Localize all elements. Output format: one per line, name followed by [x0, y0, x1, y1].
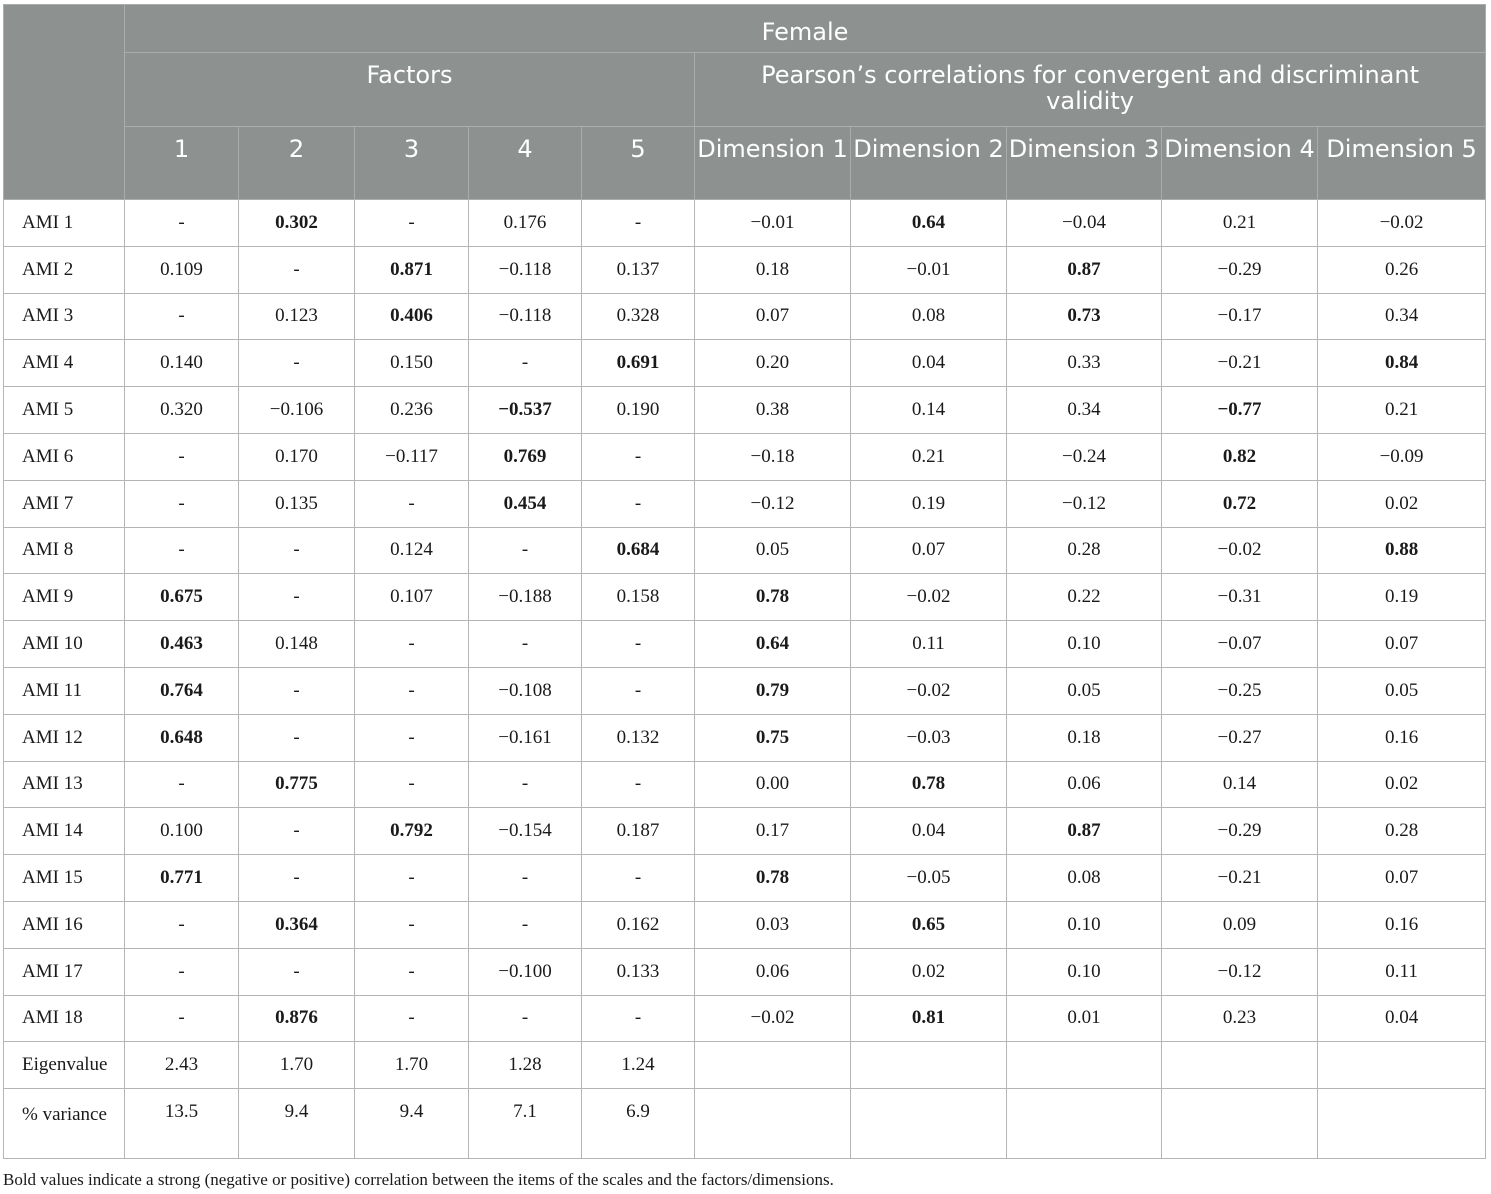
- dimension-cell: −0.29: [1162, 246, 1318, 293]
- row-label: AMI 1: [4, 200, 125, 247]
- dimension-cell: 0.14: [1162, 761, 1318, 808]
- dimension-cell: −0.07: [1162, 621, 1318, 668]
- factor-cell: 0.124: [355, 527, 469, 574]
- dimension-cell: 0.09: [1162, 901, 1318, 948]
- dimension-cell: [1318, 1042, 1486, 1089]
- factor-cell: -: [125, 433, 239, 480]
- dimension-cell: −0.09: [1318, 433, 1486, 480]
- dimension-cell: 0.08: [851, 293, 1007, 340]
- dimension-cell: −0.01: [851, 246, 1007, 293]
- row-label: AMI 5: [4, 387, 125, 434]
- dimension-cell: 0.28: [1318, 808, 1486, 855]
- dimension-cell: 0.78: [695, 574, 851, 621]
- factor-cell: 0.100: [125, 808, 239, 855]
- factor-cell: -: [582, 480, 695, 527]
- dimension-cell: 0.64: [695, 621, 851, 668]
- dimension-cell: 0.82: [1162, 433, 1318, 480]
- factor-cell: -: [239, 527, 355, 574]
- dimension-cell: 0.11: [1318, 948, 1486, 995]
- table-row: [4, 901, 1486, 948]
- factor-cell: 13.5: [125, 1089, 239, 1159]
- dimension-cell: 0.07: [1318, 855, 1486, 902]
- factor-cell: 0.775: [239, 761, 355, 808]
- dimension-cell: 0.84: [1318, 340, 1486, 387]
- factor-cell: −0.161: [469, 714, 582, 761]
- dimension-cell: 0.87: [1007, 246, 1162, 293]
- factor-cell: 0.140: [125, 340, 239, 387]
- dimension-cell: 0.17: [695, 808, 851, 855]
- factor-cell: -: [239, 808, 355, 855]
- factor-cell: 1.24: [582, 1042, 695, 1089]
- dimension-cell: 0.18: [695, 246, 851, 293]
- factor-cell: -: [469, 901, 582, 948]
- dimension-col-header: Dimension 5: [1318, 127, 1486, 200]
- row-label: % variance: [4, 1089, 125, 1159]
- factor-cell: 0.190: [582, 387, 695, 434]
- dimension-cell: −0.12: [1007, 480, 1162, 527]
- table-row: [4, 948, 1486, 995]
- factor-cell: -: [582, 761, 695, 808]
- row-label: AMI 10: [4, 621, 125, 668]
- table-row: [4, 995, 1486, 1042]
- factor-cell: -: [355, 621, 469, 668]
- factor-cell: 0.684: [582, 527, 695, 574]
- table-row: [4, 1042, 1486, 1089]
- row-label: AMI 12: [4, 714, 125, 761]
- corner-cell: [4, 5, 125, 200]
- dimension-cell: −0.02: [695, 995, 851, 1042]
- dimension-cell: −0.01: [695, 200, 851, 247]
- dimension-cell: −0.12: [1162, 948, 1318, 995]
- dimension-cell: 0.05: [1007, 667, 1162, 714]
- dimension-cell: 0.75: [695, 714, 851, 761]
- dimension-cell: 0.34: [1007, 387, 1162, 434]
- dimension-cell: −0.24: [1007, 433, 1162, 480]
- dimension-cell: −0.03: [851, 714, 1007, 761]
- factor-table: [3, 4, 1486, 1159]
- table-row: [4, 761, 1486, 808]
- table-row: [4, 293, 1486, 340]
- factor-cell: 0.364: [239, 901, 355, 948]
- table-body: [4, 200, 1486, 1159]
- factor-cell: 0.132: [582, 714, 695, 761]
- table-row: [4, 433, 1486, 480]
- dimension-col-header: Dimension 2: [851, 127, 1007, 200]
- dimension-cell: [851, 1042, 1007, 1089]
- dimension-cell: 0.16: [1318, 714, 1486, 761]
- dimension-cell: 0.04: [851, 340, 1007, 387]
- dimension-cell: −0.21: [1162, 340, 1318, 387]
- factor-cell: -: [582, 433, 695, 480]
- factor-cell: −0.100: [469, 948, 582, 995]
- row-label: Eigenvalue: [4, 1042, 125, 1089]
- table-row: [4, 808, 1486, 855]
- factor-cell: 0.648: [125, 714, 239, 761]
- factor-cell: 0.771: [125, 855, 239, 902]
- dimension-cell: −0.18: [695, 433, 851, 480]
- factor-cell: -: [355, 480, 469, 527]
- dimension-cell: 0.23: [1162, 995, 1318, 1042]
- dimension-cell: −0.02: [851, 667, 1007, 714]
- factor-cell: 0.406: [355, 293, 469, 340]
- dimension-cell: −0.12: [695, 480, 851, 527]
- factor-cell: 0.675: [125, 574, 239, 621]
- dimension-cell: 0.10: [1007, 621, 1162, 668]
- dimension-cell: 0.87: [1007, 808, 1162, 855]
- factor-cell: -: [239, 574, 355, 621]
- dimension-cell: [1162, 1042, 1318, 1089]
- factor-cell: -: [125, 200, 239, 247]
- table-row: [4, 621, 1486, 668]
- dimension-cell: [1318, 1089, 1486, 1159]
- dimension-cell: 0.07: [851, 527, 1007, 574]
- factor-cell: 9.4: [239, 1089, 355, 1159]
- table-row: [4, 340, 1486, 387]
- factor-cell: -: [239, 340, 355, 387]
- factor-cell: -: [582, 667, 695, 714]
- dimension-cell: [1007, 1089, 1162, 1159]
- table-row: [4, 1089, 1486, 1159]
- table-row: [4, 480, 1486, 527]
- table-row: [4, 527, 1486, 574]
- dimension-cell: [695, 1042, 851, 1089]
- row-label: AMI 17: [4, 948, 125, 995]
- table-header: [4, 5, 1486, 200]
- dimension-cell: 0.06: [695, 948, 851, 995]
- factor-col-header: 4: [469, 127, 582, 200]
- factor-cell: 0.176: [469, 200, 582, 247]
- factor-cell: -: [355, 714, 469, 761]
- factor-col-header: 1: [125, 127, 239, 200]
- factor-cell: -: [239, 855, 355, 902]
- dimension-cell: −0.02: [851, 574, 1007, 621]
- row-label: AMI 7: [4, 480, 125, 527]
- dimension-cell: 0.38: [695, 387, 851, 434]
- factor-cell: 1.70: [239, 1042, 355, 1089]
- dimension-cell: −0.02: [1162, 527, 1318, 574]
- factor-cell: −0.154: [469, 808, 582, 855]
- factor-cell: 0.328: [582, 293, 695, 340]
- dimension-cell: −0.02: [1318, 200, 1486, 247]
- factor-cell: −0.537: [469, 387, 582, 434]
- row-label: AMI 6: [4, 433, 125, 480]
- row-label: AMI 11: [4, 667, 125, 714]
- factor-cell: 0.158: [582, 574, 695, 621]
- factor-cell: -: [355, 667, 469, 714]
- dimension-cell: 0.21: [1318, 387, 1486, 434]
- factor-cell: 0.764: [125, 667, 239, 714]
- dimension-cell: −0.77: [1162, 387, 1318, 434]
- factor-cell: 0.302: [239, 200, 355, 247]
- factor-cell: −0.106: [239, 387, 355, 434]
- dimension-cell: −0.04: [1007, 200, 1162, 247]
- dimension-cell: 0.05: [695, 527, 851, 574]
- row-label: AMI 13: [4, 761, 125, 808]
- row-label: AMI 2: [4, 246, 125, 293]
- dimension-cell: 0.01: [1007, 995, 1162, 1042]
- row-label: AMI 18: [4, 995, 125, 1042]
- dimension-cell: −0.25: [1162, 667, 1318, 714]
- dimension-cell: −0.17: [1162, 293, 1318, 340]
- dimension-cell: 0.18: [1007, 714, 1162, 761]
- table-row: [4, 387, 1486, 434]
- factor-col-header: 3: [355, 127, 469, 200]
- dimension-cell: 0.14: [851, 387, 1007, 434]
- group-header: Female: [125, 5, 1486, 53]
- factor-cell: 0.162: [582, 901, 695, 948]
- factor-cell: −0.108: [469, 667, 582, 714]
- dimension-cell: 0.79: [695, 667, 851, 714]
- factor-cell: -: [469, 855, 582, 902]
- factor-cell: 9.4: [355, 1089, 469, 1159]
- row-label: AMI 3: [4, 293, 125, 340]
- factor-cell: 0.170: [239, 433, 355, 480]
- dimension-col-header: Dimension 4: [1162, 127, 1318, 200]
- factors-header: Factors: [125, 53, 695, 127]
- dimension-cell: 0.03: [695, 901, 851, 948]
- table-footnote: Bold values indicate a strong (negative or positive) correlation between the items of the scales and the factors/dimensions.: [3, 1170, 834, 1189]
- dimension-cell: 0.02: [851, 948, 1007, 995]
- dimension-cell: 0.00: [695, 761, 851, 808]
- dimension-cell: 0.11: [851, 621, 1007, 668]
- table-container: [3, 4, 1485, 1159]
- pearson-header: Pearson’s correlations for convergent and discriminant validity: [695, 53, 1486, 127]
- dimension-col-header: Dimension 3: [1007, 127, 1162, 200]
- factor-cell: 0.148: [239, 621, 355, 668]
- factor-cell: -: [125, 901, 239, 948]
- dimension-cell: 0.21: [851, 433, 1007, 480]
- dimension-cell: [1162, 1089, 1318, 1159]
- factor-cell: 0.150: [355, 340, 469, 387]
- factor-cell: 0.691: [582, 340, 695, 387]
- factor-cell: 0.454: [469, 480, 582, 527]
- factor-cell: 0.871: [355, 246, 469, 293]
- dimension-cell: [1007, 1042, 1162, 1089]
- table-row: [4, 246, 1486, 293]
- dimension-cell: 0.02: [1318, 761, 1486, 808]
- factor-cell: 0.320: [125, 387, 239, 434]
- dimension-cell: 0.22: [1007, 574, 1162, 621]
- dimension-cell: 0.34: [1318, 293, 1486, 340]
- factor-cell: -: [582, 200, 695, 247]
- dimension-cell: 0.73: [1007, 293, 1162, 340]
- factor-cell: 0.792: [355, 808, 469, 855]
- dimension-cell: 0.05: [1318, 667, 1486, 714]
- table-row: [4, 200, 1486, 247]
- dimension-cell: 0.04: [1318, 995, 1486, 1042]
- factor-col-header: 2: [239, 127, 355, 200]
- factor-cell: −0.188: [469, 574, 582, 621]
- factor-cell: -: [355, 995, 469, 1042]
- factor-cell: -: [469, 527, 582, 574]
- dimension-cell: −0.29: [1162, 808, 1318, 855]
- dimension-cell: 0.26: [1318, 246, 1486, 293]
- factor-cell: -: [239, 246, 355, 293]
- factor-cell: -: [469, 761, 582, 808]
- dimension-cell: 0.16: [1318, 901, 1486, 948]
- dimension-cell: 0.20: [695, 340, 851, 387]
- dimension-cell: −0.21: [1162, 855, 1318, 902]
- factor-cell: 0.109: [125, 246, 239, 293]
- factor-cell: -: [125, 480, 239, 527]
- factor-cell: -: [125, 948, 239, 995]
- dimension-cell: 0.33: [1007, 340, 1162, 387]
- factor-cell: 1.70: [355, 1042, 469, 1089]
- row-label: AMI 16: [4, 901, 125, 948]
- table-row: [4, 667, 1486, 714]
- dimension-cell: 0.78: [695, 855, 851, 902]
- factor-cell: −0.117: [355, 433, 469, 480]
- dimension-cell: 0.10: [1007, 901, 1162, 948]
- dimension-cell: −0.05: [851, 855, 1007, 902]
- factor-cell: 1.28: [469, 1042, 582, 1089]
- dimension-cell: 0.10: [1007, 948, 1162, 995]
- factor-cell: -: [582, 621, 695, 668]
- dimension-cell: 0.64: [851, 200, 1007, 247]
- factor-cell: 0.107: [355, 574, 469, 621]
- row-label: AMI 9: [4, 574, 125, 621]
- dimension-cell: −0.31: [1162, 574, 1318, 621]
- factor-cell: 0.769: [469, 433, 582, 480]
- factor-cell: -: [125, 761, 239, 808]
- factor-cell: 0.187: [582, 808, 695, 855]
- dimension-cell: [695, 1089, 851, 1159]
- dimension-cell: 0.72: [1162, 480, 1318, 527]
- dimension-cell: 0.21: [1162, 200, 1318, 247]
- factor-cell: 0.123: [239, 293, 355, 340]
- dimension-cell: 0.04: [851, 808, 1007, 855]
- dimension-cell: 0.19: [1318, 574, 1486, 621]
- factor-cell: -: [355, 901, 469, 948]
- row-label: AMI 15: [4, 855, 125, 902]
- factor-cell: -: [469, 621, 582, 668]
- factor-col-header: 5: [582, 127, 695, 200]
- dimension-cell: 0.88: [1318, 527, 1486, 574]
- factor-cell: -: [125, 293, 239, 340]
- factor-cell: 7.1: [469, 1089, 582, 1159]
- row-label: AMI 14: [4, 808, 125, 855]
- factor-cell: 6.9: [582, 1089, 695, 1159]
- row-label: AMI 8: [4, 527, 125, 574]
- factor-cell: -: [469, 995, 582, 1042]
- factor-cell: -: [239, 948, 355, 995]
- dimension-cell: 0.02: [1318, 480, 1486, 527]
- factor-cell: 0.135: [239, 480, 355, 527]
- factor-cell: -: [355, 761, 469, 808]
- factor-cell: -: [355, 200, 469, 247]
- dimension-cell: [851, 1089, 1007, 1159]
- factor-cell: -: [355, 855, 469, 902]
- dimension-cell: 0.07: [695, 293, 851, 340]
- dimension-cell: 0.28: [1007, 527, 1162, 574]
- table-row: [4, 714, 1486, 761]
- table-row: [4, 574, 1486, 621]
- dimension-col-header: Dimension 1: [695, 127, 851, 200]
- factor-cell: -: [125, 995, 239, 1042]
- row-label: AMI 4: [4, 340, 125, 387]
- factor-cell: -: [582, 995, 695, 1042]
- factor-cell: -: [355, 948, 469, 995]
- table-row: [4, 855, 1486, 902]
- dimension-cell: 0.81: [851, 995, 1007, 1042]
- factor-cell: -: [582, 855, 695, 902]
- factor-cell: -: [125, 527, 239, 574]
- factor-cell: −0.118: [469, 246, 582, 293]
- factor-cell: 0.876: [239, 995, 355, 1042]
- factor-cell: -: [239, 714, 355, 761]
- dimension-cell: 0.08: [1007, 855, 1162, 902]
- factor-cell: 0.236: [355, 387, 469, 434]
- dimension-cell: 0.06: [1007, 761, 1162, 808]
- factor-cell: -: [469, 340, 582, 387]
- factor-cell: 0.133: [582, 948, 695, 995]
- factor-cell: −0.118: [469, 293, 582, 340]
- dimension-cell: −0.27: [1162, 714, 1318, 761]
- factor-cell: 0.137: [582, 246, 695, 293]
- dimension-cell: 0.19: [851, 480, 1007, 527]
- factor-cell: 0.463: [125, 621, 239, 668]
- dimension-cell: 0.78: [851, 761, 1007, 808]
- dimension-cell: 0.07: [1318, 621, 1486, 668]
- dimension-cell: 0.65: [851, 901, 1007, 948]
- factor-cell: 2.43: [125, 1042, 239, 1089]
- factor-cell: -: [239, 667, 355, 714]
